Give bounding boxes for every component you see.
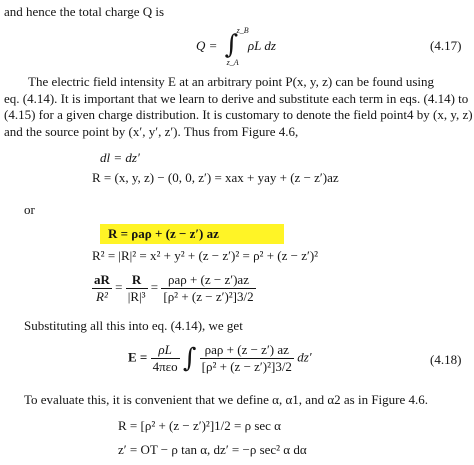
equation-number-4-17: (4.17) [430, 38, 462, 53]
equation-dl: dl = dz′ [100, 150, 140, 165]
equation-R-cylindrical: R = ρaρ + (z − z′) az [108, 226, 219, 241]
or-text: or [24, 202, 35, 217]
equation-R-cartesian: R = (x, y, z) − (0, 0, z′) = xax + yay + (z − z′)az [92, 170, 339, 185]
paragraph-electric-field: The electric field intensity E at an arbitrary point P(x, y, z) can be found using eq. (4.14). It is important that we learn to derive and substitute each term in eqs. (4.14) to (4.15) for a given charge distribution. It is customary to denote the field point4 by (x, y, z) and the source point by (x′, y′, z′). Thus from Figure 4.6, [4, 74, 473, 139]
paragraph-evaluate: To evaluate this, it is convenient that we define α, α1, and α2 as in Figure 4.6. [24, 392, 429, 407]
equation-4-18: E = $\frac{\rho L}{\text{4πεo}}$ ∫ $\frac{\text{ρaρ + (z − z′) az}}{\text{[ρ² + (z − z′)²]3/2}}$ dz′ [128, 342, 312, 374]
equation-z-prime: z′ = OT − ρ tan α, dz′ = −ρ sec² α dα [118, 442, 307, 457]
paragraph-substituting: Substituting all this into eq. (4.14), we get [24, 318, 243, 333]
equation-number-4-18: (4.18) [430, 352, 462, 367]
equation-4-17: Q = ∫ z_B z_A ρL dz [196, 26, 276, 67]
intro-text: and hence the total charge Q is [4, 4, 165, 19]
equation-R-sec: R = [ρ² + (z − z′)²]1/2 = ρ sec α [118, 418, 281, 433]
equation-aR: $\frac{aR}{\text{R²}}$ = $\frac{R}{\text{|R|³}}$ = $\frac{\text{ρaρ + (z − z′)az}}{\text{[ρ² + (z − z′)²]3/2}}$ [94, 272, 254, 304]
equation-R-magnitude: R² = |R|² = x² + y² + (z − z′)² = ρ² + (z − z′)² [92, 248, 319, 263]
